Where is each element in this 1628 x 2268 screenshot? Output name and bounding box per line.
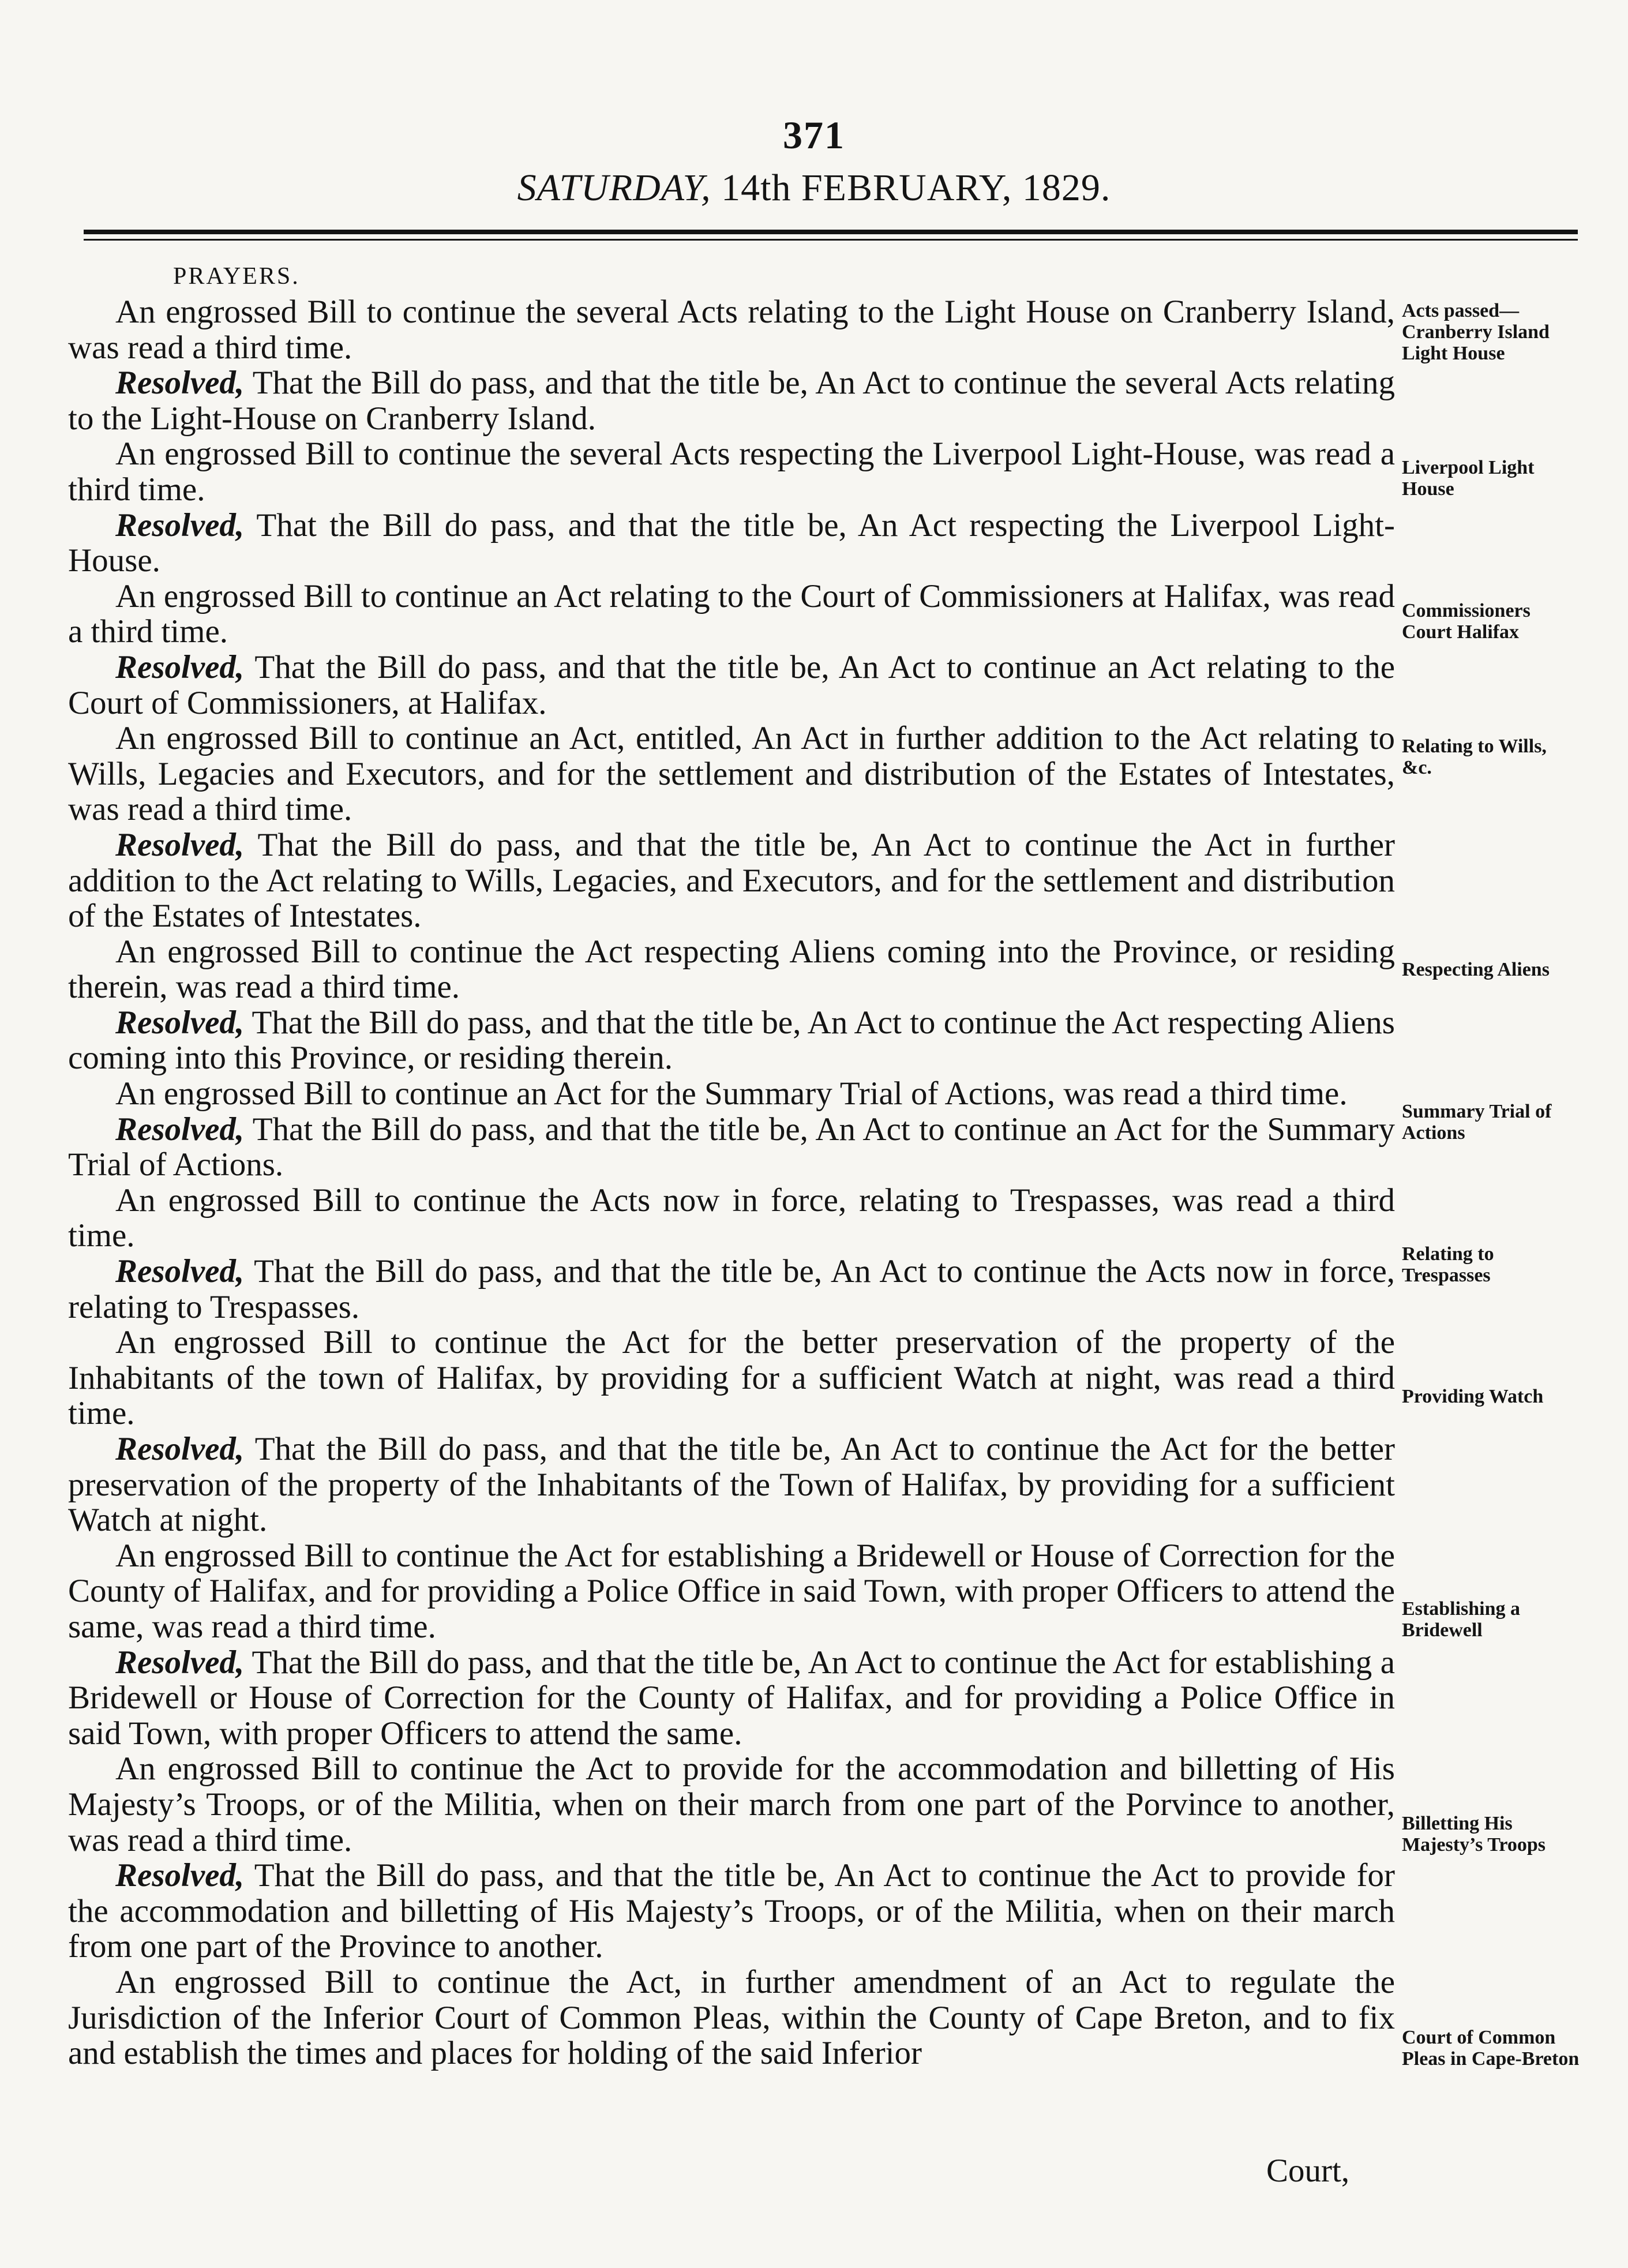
bill-paragraph: An engrossed Bill to continue the several Acts relating to the Light House on Cranberry Island, was read a third time. bbox=[68, 294, 1395, 366]
bill-paragraph: An engrossed Bill to continue the Act to provide for the accommodation and billetting of His Majesty’s Troops, or of the Militia, when on their march from one part of the Porvince to another, was read a third time. bbox=[68, 1750, 1395, 1858]
bill-paragraph: An engrossed Bill to continue the Acts now in force, relating to Trespasses, was read a third time. bbox=[68, 1182, 1395, 1254]
margin-note-commissioners: Commissioners Court Halifax bbox=[1402, 600, 1531, 643]
prayers-heading: PRAYERS. bbox=[173, 263, 300, 290]
resolved-paragraph: Resolved, That the Bill do pass, and that the title be, An Act to continue the Acts now in force, relating to Trespasses. bbox=[68, 1253, 1395, 1325]
margin-note-cape-breton: Court of Common Pleas in Cape-Breton bbox=[1402, 2027, 1580, 2070]
margin-note-bridewell: Establishing a Bridewell bbox=[1402, 1598, 1521, 1641]
resolved-paragraph: Resolved, That the Bill do pass, and that the title be, An Act to continue the Act for the better preservation of the property of the Inhabitants of the Town of Halifax, by providing for a sufficient Watch at night. bbox=[68, 1431, 1395, 1539]
day-label: SATURDAY, bbox=[517, 167, 711, 209]
margin-note-aliens: Respecting Aliens bbox=[1402, 959, 1550, 980]
resolved-paragraph: Resolved, That the Bill do pass, and that the title be, An Act to continue the several Acts relating to the Light-House on Cranberry Island. bbox=[68, 365, 1395, 437]
resolved-paragraph: Resolved, That the Bill do pass, and that the title be, An Act respecting the Liverpool Light-House. bbox=[68, 507, 1395, 579]
margin-note-trespasses: Relating to Trespasses bbox=[1402, 1243, 1494, 1286]
margin-note-billetting: Billetting His Majesty’s Troops bbox=[1402, 1813, 1546, 1855]
bill-paragraph: An engrossed Bill to continue the Act for establishing a Bridewell or House of Correction for the County of Halifax, and for providing a Police Office in said Town, with proper Officers to attend the same, was read a third time. bbox=[68, 1537, 1395, 1645]
catchword: Court, bbox=[1266, 2153, 1350, 2189]
margin-note-summary-trial: Summary Trial of Actions bbox=[1402, 1101, 1552, 1144]
date-label: 14th FEBRUARY, 1829. bbox=[711, 167, 1111, 209]
resolved-paragraph: Resolved, That the Bill do pass, and that the title be, An Act to continue the Act in further addition to the Act relating to Wills, Legacies, and Executors, and for the settlement and distribution of the Estates of Intestates. bbox=[68, 826, 1395, 935]
bill-paragraph: An engrossed Bill to continue the Act respecting Aliens coming into the Province, or residing therein, was read a third time. bbox=[68, 933, 1395, 1006]
bill-paragraph: An engrossed Bill to continue an Act, entitled, An Act in further addition to the Act relating to Wills, Legacies and Executors, and for the settlement and distribution of the Estates of Intestates, was read a third time. bbox=[68, 720, 1395, 828]
resolved-paragraph: Resolved, That the Bill do pass, and that the title be, An Act to continue an Act for the Summary Trial of Actions. bbox=[68, 1111, 1395, 1183]
bill-paragraph: An engrossed Bill to continue an Act for the Summary Trial of Actions, was read a third time. bbox=[115, 1075, 1348, 1112]
bill-paragraph: An engrossed Bill to continue the Act, in further amendment of an Act to regulate the Jurisdiction of the Inferior Court of Common Pleas, within the County of Cape Breton, and to fix and establish the times and places for holding of the said Inferior bbox=[68, 1963, 1395, 2072]
margin-note-watch: Providing Watch bbox=[1402, 1386, 1544, 1407]
bill-paragraph: An engrossed Bill to continue the Act for the better preservation of the property of the Inhabitants of the town of Halifax, by providing for a sufficient Watch at night, was read a third time. bbox=[68, 1324, 1395, 1432]
bill-paragraph: An engrossed Bill to continue the several Acts respecting the Liverpool Light-House, was read a third time. bbox=[68, 436, 1395, 508]
page-number: 371 bbox=[783, 113, 845, 157]
margin-note-wills: Relating to Wills, &c. bbox=[1402, 736, 1547, 778]
resolved-paragraph: Resolved, That the Bill do pass, and that the title be, An Act to continue an Act relating to the Court of Commissioners, at Halifax. bbox=[68, 648, 1395, 721]
resolved-paragraph: Resolved, That the Bill do pass, and that the title be, An Act to continue the Act respecting Aliens coming into this Province, or residing therein. bbox=[68, 1004, 1395, 1077]
bill-paragraph: An engrossed Bill to continue an Act relating to the Court of Commissioners at Halifax, was read a third time. bbox=[68, 578, 1395, 650]
margin-note-cranberry: Acts passed—Cranberry Island Light House bbox=[1402, 300, 1550, 364]
resolved-paragraph: Resolved, That the Bill do pass, and that the title be, An Act to continue the Act for establishing a Bridewell or House of Correction for the County of Halifax, and for providing a Police Office in said Town, with proper Officers to attend the same. bbox=[68, 1644, 1395, 1752]
date-heading bbox=[0, 166, 1628, 210]
journal-body bbox=[68, 294, 1395, 2071]
heading-rule-thin bbox=[84, 239, 1578, 241]
resolved-paragraph: Resolved, That the Bill do pass, and that the title be, An Act to continue the Act to provide for the accommodation and billetting of His Majesty’s Troops, or of the Militia, when on their march from one part of the Province to another. bbox=[68, 1857, 1395, 1965]
margin-note-liverpool: Liverpool Light House bbox=[1402, 457, 1535, 500]
heading-rule-thick bbox=[84, 230, 1578, 234]
